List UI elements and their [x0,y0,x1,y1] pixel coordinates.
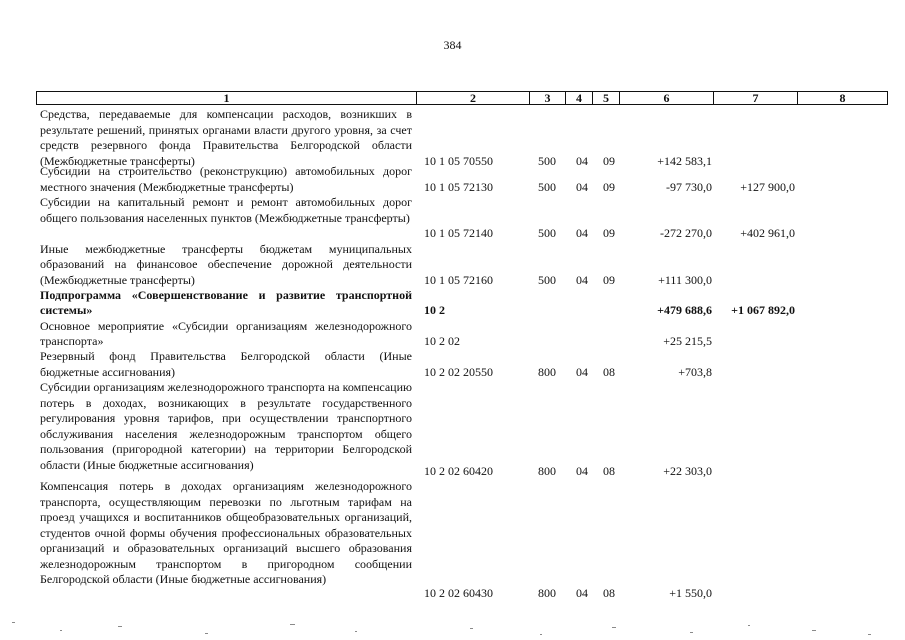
row-amount-col6: +25 215,5 [663,334,712,348]
row-section: 04 [576,464,588,478]
row-description: Субсидии организациям железнодорожного транспорта на компенсацию потерь в доходах, возникающих в результате государственного регулирования уровня тарифов, при осуществлении транспортного обслуживания населения железнодорожным транспортом общего пользования (пригородной категории) на территории Белгородской области (Иные бюджетные ассигнования) [40,380,412,472]
column-header-1: 1 [37,92,417,105]
page-number: 384 [443,38,462,52]
row-target-code: 10 2 02 [424,334,460,348]
row-amount-col6: +22 303,0 [663,464,712,478]
row-expense-type: 800 [538,586,556,600]
row-subsection: 09 [603,272,615,287]
row-target-code: 10 2 02 60420 [424,464,493,478]
row-section: 04 [576,153,588,168]
row-target-code: 10 1 05 70550 [424,153,493,168]
row-section: 04 [576,586,588,600]
row-description: Субсидии на капитальный ремонт и ремонт автомобильных дорог общего пользования населенных пунктов (Межбюджетные трансферты) [40,195,412,225]
row-description: Резервный фонд Правительства Белгородской области (Иные бюджетные ассигнования) [40,349,412,379]
column-header-6: 6 [620,92,714,105]
row-amount-col6: -97 730,0 [666,179,712,194]
row-amount-col6: +703,8 [678,364,712,379]
row-amount-col6: +111 300,0 [658,272,712,287]
row-description: Подпрограмма «Совершенствование и развитие транспортной системы» [40,287,412,317]
scan-noise [0,600,905,640]
row-description: Основное мероприятие «Субсидии организациям железнодорожного транспорта» [40,318,412,348]
column-header-4: 4 [566,92,593,105]
row-amount-col7: +1 067 892,0 [731,303,795,317]
row-amount-col7: +402 961,0 [740,226,795,240]
column-header-2: 2 [417,92,530,105]
column-header-5: 5 [593,92,620,105]
row-target-code: 10 1 05 72130 [424,179,493,194]
row-target-code: 10 1 05 72160 [424,272,493,287]
row-amount-col6: +1 550,0 [669,586,712,600]
row-subsection: 09 [603,179,615,194]
row-amount-col7: +127 900,0 [740,179,795,194]
row-expense-type: 500 [538,179,556,194]
row-expense-type: 500 [538,226,556,240]
column-header-7: 7 [714,92,798,105]
row-amount-col6: +142 583,1 [657,153,712,168]
row-subsection: 08 [603,464,615,478]
row-description: Средства, передаваемые для компенсации расходов, возникших в результате решений, принятых органами власти другого уровня, за счет средств резервного фонда Правительства Белгородской области (Межбюджетные трансферты) [40,107,412,168]
column-header-3: 3 [530,92,566,105]
row-expense-type: 800 [538,364,556,379]
row-target-code: 10 2 02 60430 [424,586,493,600]
row-subsection: 09 [603,226,615,240]
row-subsection: 08 [603,364,615,379]
row-section: 04 [576,364,588,379]
row-subsection: 08 [603,586,615,600]
row-expense-type: 500 [538,272,556,287]
row-section: 04 [576,226,588,240]
row-description: Иные межбюджетные трансферты бюджетам муниципальных образований на финансовое обеспечение дорожной деятельности (Межбюджетные трансферты) [40,241,412,287]
row-section: 04 [576,272,588,287]
row-section: 04 [576,179,588,194]
row-amount-col6: -272 270,0 [660,226,712,240]
row-description: Субсидии на строительство (реконструкцию) автомобильных дорог местного значения (Межбюджетные трансферты) [40,164,412,194]
row-amount-col6: +479 688,6 [657,303,712,317]
row-expense-type: 500 [538,153,556,168]
row-expense-type: 800 [538,464,556,478]
row-subsection: 09 [603,153,615,168]
row-target-code: 10 2 02 20550 [424,364,493,379]
row-target-code: 10 1 05 72140 [424,226,493,240]
row-description: Компенсация потерь в доходах организациям железнодорожного транспорта, осуществляющим перевозки по льготным тарифам на проезд учащихся и воспитанников общеобразовательных организаций, студентов очной формы обучения профессиональных образовательных организаций и образовательных организаций высшего образования железнодорожным транспортом в пригородном сообщении Белгородской области (Иные бюджетные ассигнования) [40,479,412,586]
column-header-8: 8 [798,92,888,105]
row-target-code: 10 2 [424,303,445,317]
